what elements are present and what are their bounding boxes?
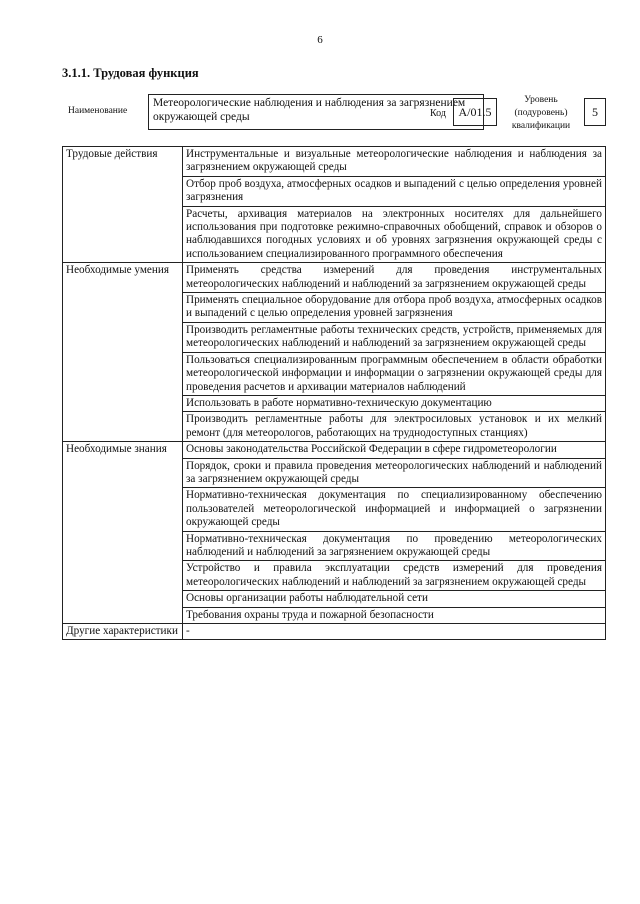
level-label-line1: Уровень (524, 95, 558, 105)
table-row (63, 263, 606, 293)
table-cell: Производить регламентные работы для электросиловых установок и их мелкий ремонт (для метеорологов, работающих на труднодоступных станциях) (183, 412, 606, 442)
table-row (63, 147, 606, 177)
name-label: Наименование (68, 106, 128, 116)
table-cell: Применять средства измерений для проведения инструментальных метеорологических наблюдений и наблюдений за загрязнением окружающей среды (183, 263, 606, 293)
skills-label: Необходимые умения (63, 263, 183, 442)
table-cell: Устройство и правила эксплуатации средств измерений для проведения метеорологических наблюдений и наблюдений за загрязнением окружающей среды (183, 561, 606, 591)
code-value-box: A/01.5 (453, 98, 497, 126)
other-characteristics-value: - (183, 624, 606, 640)
level-value-box: 5 (584, 98, 606, 126)
table-cell: Инструментальные и визуальные метеорологические наблюдения и наблюдения за загрязнением окружающей среды (183, 147, 606, 177)
table-cell: Отбор проб воздуха, атмосферных осадков и выпадений с целью определения уровней загрязнения (183, 176, 606, 206)
table-cell: Производить регламентные работы технических средств, устройств, применяемых для метеорологических наблюдений и наблюдений за загрязнением окружающей среды (183, 322, 606, 352)
code-label: Код (430, 108, 446, 119)
table-row (63, 442, 606, 458)
table-cell: Применять специальное оборудование для отбора проб воздуха, атмосферных осадков и выпадений с целью определения уровней загрязнения (183, 293, 606, 323)
knowledge-label: Необходимые знания (63, 442, 183, 624)
table-cell: Нормативно-техническая документация по специализированному обеспечению пользователей метеорологической информацией и информацией о загрязнении окружающей среды (183, 488, 606, 531)
labor-actions-label: Трудовые действия (63, 147, 183, 263)
table-cell: Использовать в работе нормативно-техническую документацию (183, 395, 606, 411)
section-title: 3.1.1. Трудовая функция (62, 66, 199, 80)
other-characteristics-label: Другие характеристики (63, 624, 183, 640)
function-header (62, 94, 608, 134)
table-cell: Пользоваться специализированным программным обеспечением в области обработки метеорологической информации и информации о загрязнении окружающей среды для проведения расчетов и архивации материалов наблюдений (183, 352, 606, 395)
level-label (502, 94, 580, 133)
table-row (63, 624, 606, 640)
level-label-line2: (подуровень) (514, 108, 568, 118)
table-cell: Требования охраны труда и пожарной безопасности (183, 607, 606, 623)
function-name-box: Метеорологические наблюдения и наблюдения за загрязнением окружающей среды (148, 94, 484, 130)
table-cell: Нормативно-техническая документация по проведению метеорологических наблюдений и наблюдений за загрязнением окружающей среды (183, 531, 606, 561)
page-number: 6 (317, 34, 323, 46)
table-cell: Основы организации работы наблюдательной сети (183, 591, 606, 607)
table-cell: Расчеты, архивация материалов на электронных носителях для дальнейшего использования при подготовке режимно-справочных обобщений, справок и обзоров о наблюдавшихся погодных условиях и об уровнях загрязнения окружающей среды с использованием специализированного программного обеспечения (183, 206, 606, 263)
table-cell: Основы законодательства Российской Федерации в сфере гидрометеорологии (183, 442, 606, 458)
function-table (62, 146, 606, 640)
level-label-line3: квалификации (511, 121, 571, 131)
table-cell: Порядок, сроки и правила проведения метеорологических наблюдений и наблюдений за загрязнением окружающей среды (183, 458, 606, 488)
